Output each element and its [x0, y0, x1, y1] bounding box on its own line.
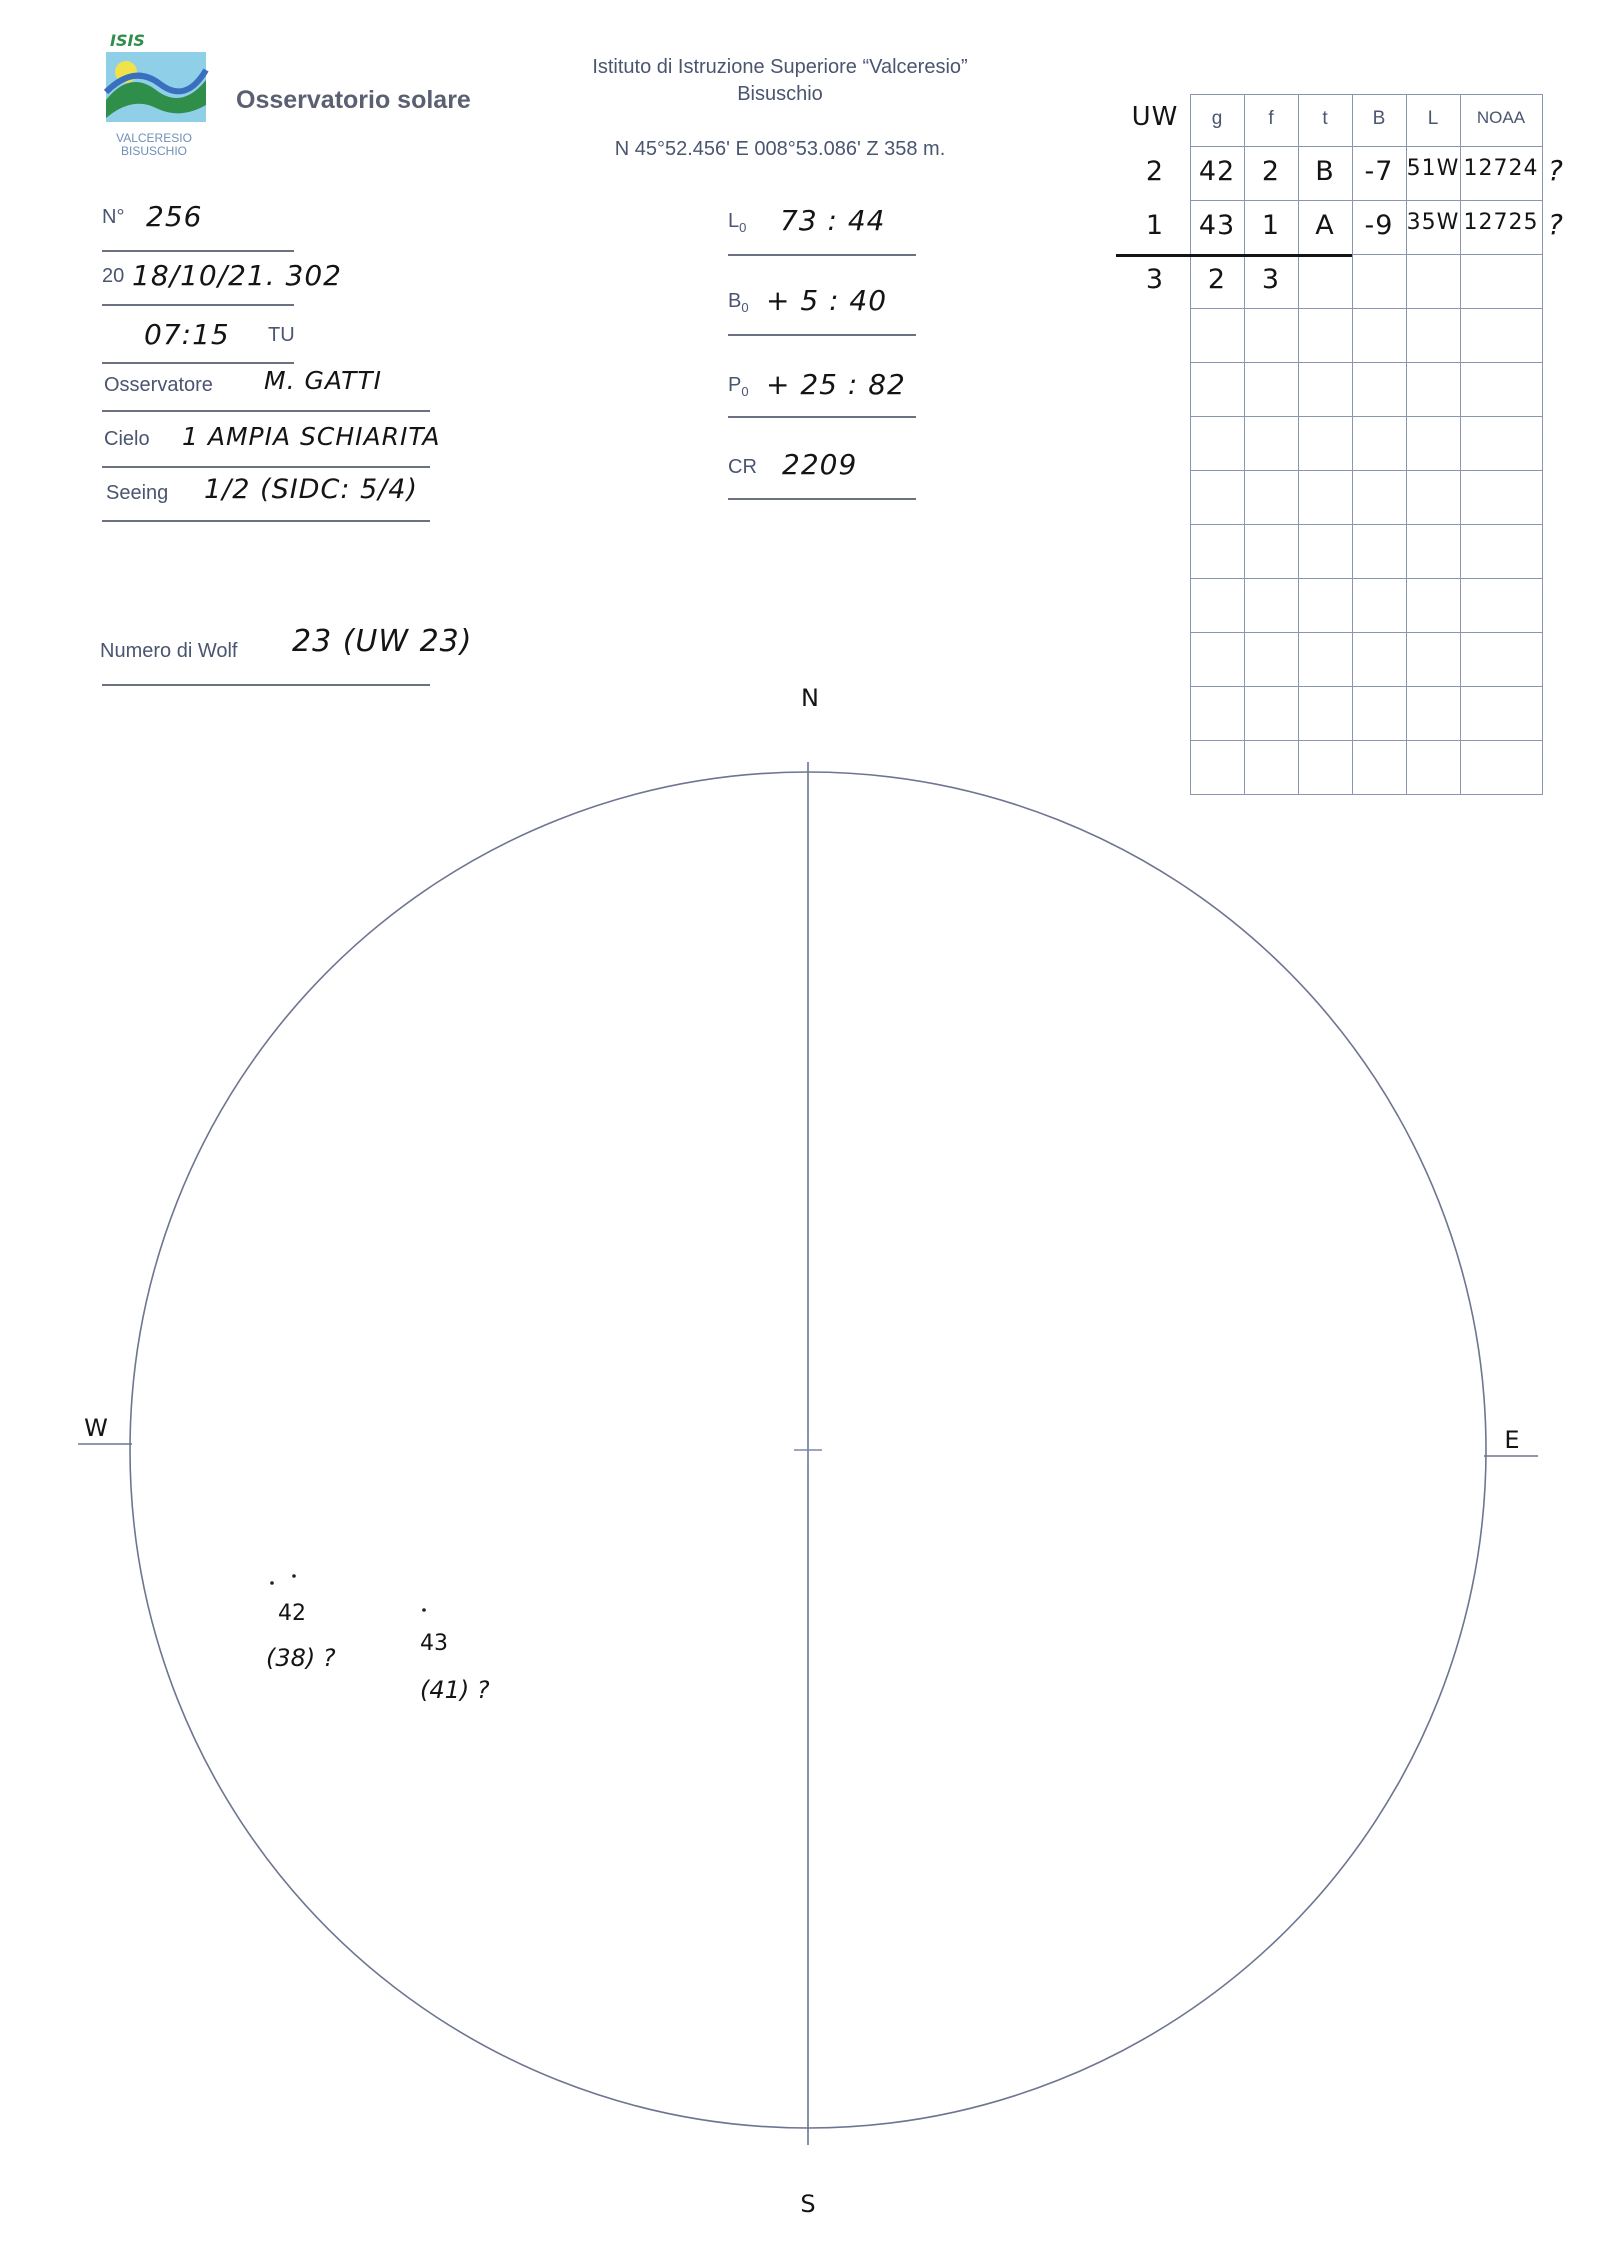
- observer-label: Osservatore: [104, 374, 213, 396]
- seeing-label: Seeing: [106, 482, 169, 504]
- l0-subscript: 0: [739, 220, 747, 235]
- table-row-flag: ?: [1548, 154, 1564, 187]
- b0-subscript: 0: [741, 300, 749, 315]
- table-row-flag: ?: [1548, 208, 1564, 241]
- sky-label: Cielo: [104, 428, 150, 450]
- logo-title: Osservatorio solare: [236, 86, 471, 114]
- p0-letter: P: [728, 374, 742, 396]
- column-header-f: f: [1268, 108, 1274, 129]
- table-cell-g: 42: [1198, 156, 1236, 187]
- group-42-note: (38) ?: [266, 1644, 336, 1672]
- east-label: E: [1504, 1426, 1520, 1454]
- uw-header: UW: [1131, 102, 1179, 132]
- column-header-g: g: [1211, 108, 1223, 129]
- l0-letter: L: [728, 210, 740, 232]
- logo-subtitle-line2: BISUSCHIO: [120, 144, 187, 158]
- sunspot-dot: [422, 1608, 426, 1612]
- table-cell-l: 35W: [1406, 210, 1460, 235]
- column-header-noaa: NOAA: [1476, 108, 1526, 127]
- l0-value: 73 : 44: [780, 204, 886, 237]
- column-header-t: t: [1322, 108, 1328, 129]
- group-43-note: (41) ?: [420, 1676, 490, 1704]
- institute-name: Istituto di Istruzione Superiore “Valceresio”: [592, 56, 968, 78]
- sunspot-dot: [270, 1581, 274, 1585]
- wolf-label: Numero di Wolf: [100, 640, 238, 662]
- west-label: W: [84, 1414, 108, 1442]
- date-value: 18/10/21. 302: [132, 259, 342, 292]
- total-g: 2: [1207, 264, 1227, 295]
- table-cell-noaa: 12725: [1463, 210, 1539, 235]
- table-cell-g: 43: [1198, 210, 1236, 241]
- table-row-uw: 2: [1145, 156, 1165, 187]
- seeing-value: 1/2 (SIDC: 5/4): [204, 474, 418, 505]
- table-cell-t: B: [1315, 156, 1335, 187]
- p0-value: + 25 : 82: [766, 368, 906, 401]
- table-cell-t: A: [1315, 210, 1335, 241]
- table-cell-noaa: 12724: [1463, 156, 1539, 181]
- total-uw: 3: [1145, 264, 1165, 295]
- group-43-label: 43: [420, 1631, 448, 1656]
- time-value: 07:15: [144, 318, 230, 351]
- wolf-value: 23 (UW 23): [292, 624, 473, 659]
- sunspot-dot: [292, 1574, 296, 1578]
- logo-subtitle-line1: VALCERESIO: [116, 131, 192, 145]
- number-label: N°: [102, 206, 125, 228]
- table-cell-b: -9: [1364, 210, 1394, 241]
- sky-value: 1 AMPIA SCHIARITA: [182, 422, 441, 451]
- cr-value: 2209: [782, 448, 858, 481]
- table-cell-l: 51W: [1406, 156, 1460, 181]
- group-42-label: 42: [278, 1601, 306, 1626]
- total-f: 3: [1261, 264, 1281, 295]
- observatory-coordinates: N 45°52.456' E 008°53.086' Z 358 m.: [614, 138, 946, 160]
- b0-value: + 5 : 40: [766, 284, 888, 317]
- institute-town: Bisuschio: [737, 83, 823, 105]
- time-unit: TU: [268, 324, 295, 346]
- b0-letter: B: [728, 290, 742, 312]
- cr-label: CR: [728, 456, 757, 478]
- table-row-uw: 1: [1145, 210, 1165, 241]
- number-value: 256: [146, 200, 203, 233]
- south-label: S: [800, 2190, 816, 2218]
- date-prefix: 20: [102, 265, 125, 287]
- north-label: N: [801, 684, 819, 712]
- p0-subscript: 0: [741, 384, 749, 399]
- table-cell-f: 2: [1261, 156, 1281, 187]
- column-header-l: L: [1427, 108, 1439, 129]
- logo-mark-text: ISIS: [110, 31, 145, 50]
- table-cell-f: 1: [1261, 210, 1281, 241]
- table-cell-b: -7: [1364, 156, 1394, 187]
- observer-value: M. GATTI: [264, 366, 383, 395]
- column-header-b: B: [1372, 108, 1386, 129]
